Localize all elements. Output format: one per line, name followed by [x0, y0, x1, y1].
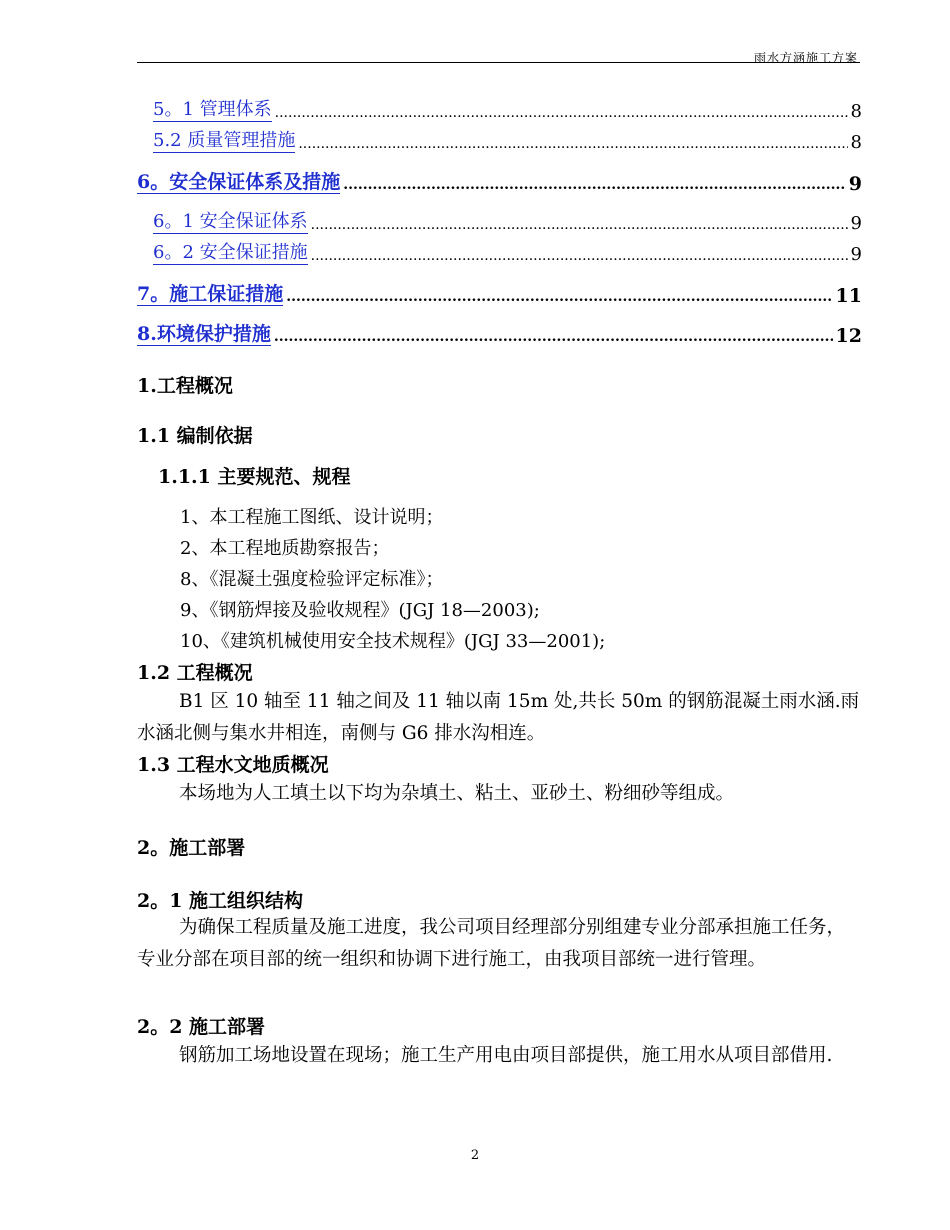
toc-leader	[275, 104, 848, 122]
reference-item: 1、本工程施工图纸、设计说明；	[180, 507, 444, 528]
toc-entry-page: 9	[850, 213, 862, 234]
toc-entry-title[interactable]: 6。安全保证体系及措施	[137, 171, 341, 193]
subsection-heading: 1.2 工程概况	[137, 662, 253, 684]
section-heading: 1.工程概况	[137, 375, 233, 397]
toc-entry-page: 11	[835, 285, 862, 307]
subsection-heading: 2。1 施工组织结构	[137, 890, 304, 912]
paragraph: B1 区 10 轴至 11 轴之间及 11 轴以南 15m 处,共长 50m 的钢筋混凝土雨水涵.雨水涵北侧与集水井相连，南侧与 G6 排水沟相连。	[137, 691, 860, 744]
toc-leader	[298, 135, 847, 153]
toc-entry-title[interactable]: 6。2 安全保证措施	[153, 242, 308, 263]
subsection-heading: 1.1 编制依据	[137, 425, 253, 447]
toc-entry-title[interactable]: 7。施工保证措施	[137, 283, 284, 305]
toc-leader	[274, 328, 833, 346]
toc-entry[interactable]	[137, 320, 862, 346]
toc-leader	[343, 176, 846, 194]
reference-item: 9、《钢筋焊接及验收规程》(JGJ 18—2003);	[180, 600, 540, 621]
toc-entry-title[interactable]: 5。1 管理体系	[153, 99, 272, 120]
toc-entry[interactable]	[153, 239, 862, 265]
toc-entry-page: 12	[835, 325, 862, 347]
toc-leader	[286, 288, 832, 306]
toc-entry[interactable]	[137, 280, 862, 306]
running-header: 雨水方涵施工方案	[753, 51, 858, 65]
toc-entry-title[interactable]: 5.2 质量管理措施	[153, 130, 296, 151]
toc-entry[interactable]	[153, 96, 862, 122]
toc-entry-page: 8	[850, 132, 862, 153]
toc-leader	[311, 216, 848, 234]
reference-item: 8、《混凝土强度检验评定标准》；	[180, 569, 444, 590]
toc-entry-page: 9	[850, 244, 862, 265]
paragraph: 钢筋加工场地设置在现场；施工生产用电由项目部提供，施工用水从项目部借用.	[179, 1045, 833, 1066]
paragraph: 本场地为人工填土以下均为杂填土、粘土、亚砂土、粉细砂等组成。	[179, 783, 735, 804]
subsection-heading: 1.3 工程水文地质概况	[137, 754, 329, 776]
subsection-heading: 2。2 施工部署	[137, 1016, 266, 1038]
paragraph: 为确保工程质量及施工进度，我公司项目经理部分别组建专业分部承担施工任务，专业分部在项目部的统一组织和协调下进行施工，由我项目部统一进行管理。	[137, 917, 846, 970]
toc-entry-title[interactable]: 8.环境保护措施	[137, 323, 271, 345]
toc-entry[interactable]	[137, 168, 862, 194]
section-heading: 2。施工部署	[137, 837, 246, 859]
page-number: 2	[470, 1148, 480, 1163]
header-rule	[137, 62, 860, 63]
subsubsection-heading: 1.1.1 主要规范、规程	[158, 466, 351, 488]
reference-item: 10、《建筑机械使用安全技术规程》(JGJ 33—2001);	[180, 631, 606, 652]
reference-item: 2、本工程地质勘察报告；	[180, 538, 390, 559]
toc-entry-page: 9	[848, 173, 862, 195]
toc-entry[interactable]	[153, 208, 862, 234]
toc-entry-page: 8	[850, 101, 862, 122]
toc-entry[interactable]	[153, 127, 862, 153]
toc-leader	[311, 247, 848, 265]
toc-entry-title[interactable]: 6。1 安全保证体系	[153, 211, 308, 232]
